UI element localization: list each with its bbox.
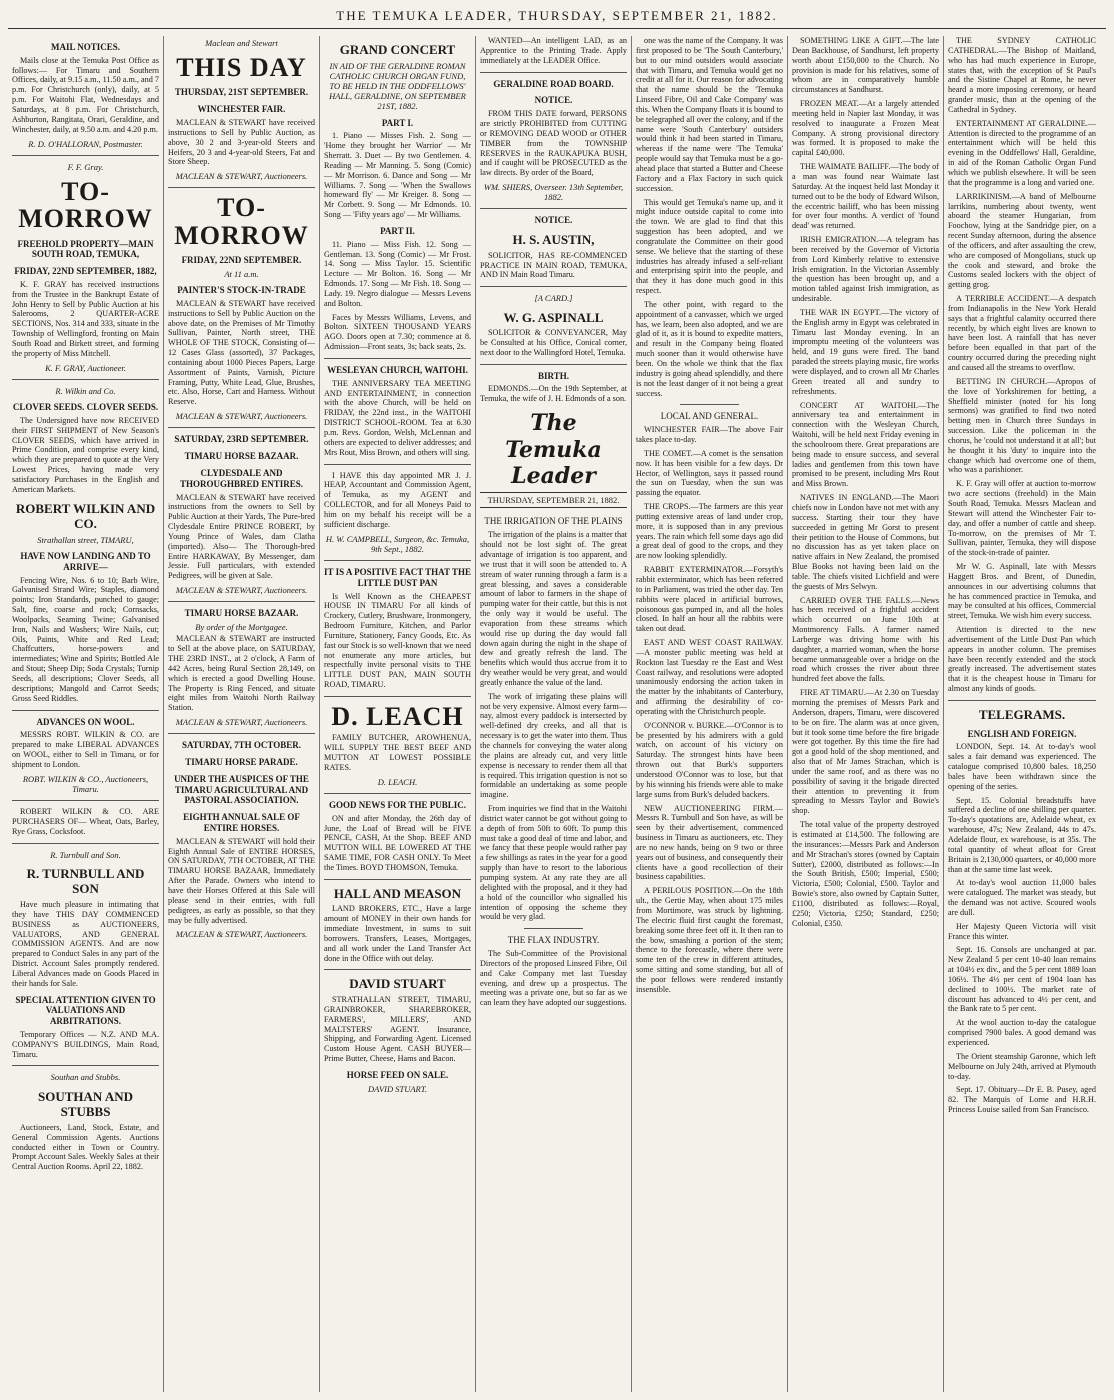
aspinall-body: SOLICITOR & CONVEYANCER, May be Consulted at his Office, Conical corner, next door to the Wallingford Hotel, Temuka. <box>480 328 627 357</box>
concert-part1: PART I. <box>381 117 414 128</box>
column-5 <box>632 36 788 1392</box>
local-p20: ENTERTAINMENT AT GERALDINE.—Attention is directed to the programme of an entertainment which will be held this evening in the Oddfellows' Hall, Geraldine, in aid of the Roman Catholic Organ Fund which we publish elsewhere. It will be seen that the programme is a long and varied one. <box>948 118 1096 187</box>
eighth-sale-line: EIGHTH ANNUAL SALE OF ENTIRE HORSES. <box>183 812 300 833</box>
this-day-headline: THIS DAY <box>176 53 307 83</box>
column-4 <box>476 36 632 1392</box>
local-p10: FROZEN MEAT.—At a largely attended meeting held in Napier last Monday, it was resolved to inaugurate a Frozen Meat Company. A strong provisional directory was formed. It is proposed to make the capital £40,000. <box>792 99 939 158</box>
divider <box>480 72 627 73</box>
divider <box>12 710 159 711</box>
gray-date: FRIDAY, 22ND SEPTEMBER, 1882, <box>14 266 157 277</box>
local-p5: EAST AND WEST COAST RAILWAY.—A monster public meeting was held at Rockton last Tuesday re the East and West Coast railway, and resolutions were adopted unanimously endorsing the action taken in the matter by the inhabitants of Canterbury, and affirming the desirability of co-operating with the Christchurch people. <box>636 638 783 716</box>
irrigation-p2: The work of irrigating these plains will not be very expensive. Almost every farm—nay, almost every paddock is intersected by well-defined dry creeks, and all that is necessary is to get the water into them. Thus the channels for conveying the water along the plains are already cut, and very little expense is necessary to render them all that is required. This irrigation question is not so formidable an undertaking as some people imagine. <box>480 691 627 800</box>
local-p3: THE CROPS.—The farmers are this year putting extensive areas of land under crop, more, it is supposed than in any previous years. The rain which fell some days ago did a great deal of good to the crops, and they are now looking splendidly. <box>636 502 783 561</box>
divider <box>948 700 1096 701</box>
public-body: ON and after Monday, the 26th day of June, the Loaf of Bread will be FIVE PENCE, CASH, At the Shop. BEEF AND MUTTON WILL BE LOWERED AT THE SAME TIME, FOR CASH ONLY. To Meet the Times. BOYD THOMSON, Temuka. <box>324 813 471 872</box>
gray-subhead: FREEHOLD PROPERTY—MAIN SOUTH ROAD, TEMUKA, <box>17 238 154 260</box>
turnbull-offices: Temporary Offices — N.Z. AND M.A. COMPANY'S BUILDINGS, Main Road, Timaru. <box>12 1029 159 1059</box>
concert-fares: Faces by Messrs Williams, Levens, and Bolton. SIXTEEN THOUSAND YEARS AGO. Doors open at 7.30; commence at 8. Admission—Front seats, 3s; back seats, 2s. <box>324 312 471 352</box>
ms5-sign: MACLEAN & STEWART, Auctioneers. <box>175 929 308 940</box>
paper-title-block <box>480 410 627 508</box>
local-p17: FIRE AT TIMARU.—At 2.30 on Tuesday morning the premises of Messrs Park and Anderson, drapers, Timaru, were discovered to be on fire. The alarm was at once given, but it took some time before the fire brigade were got together. By this time the fire had got a good hold of the shop mentioned, and also that of Mr James Strachan, which is under the same roof, and as there was no possibility of saving it the brigade directed their attention to preventing it from spreading to Messrs Taylor and Bowie's shop. <box>792 688 939 816</box>
tele-p6: At the wool auction to-day the catalogue comprised 7900 bales. A good demand was experienced. <box>948 1018 1096 1048</box>
winchester-fair: WINCHESTER FAIR. <box>197 104 286 115</box>
wool-headline: ADVANCES ON WOOL. <box>36 716 135 727</box>
board-head: GERALDINE ROAD BOARD. <box>493 78 614 89</box>
ms5-body: MACLEAN & STEWART will hold their Eighth Annual Sale of ENTIRE HORSES, ON SATURDAY, 7TH OCTOBER, AT THE TIMARU HORSE BAZAAR, Immediately After the Parade. Owners who intend to have their Horses Offered at this Sale will please send in their entries, with full pedigrees, as early as possible, so that they may be fully advertised. <box>168 836 315 925</box>
october-head: SATURDAY, 7TH OCTOBER. <box>181 740 302 751</box>
wilkin-name: ROBERT WILKIN AND CO. <box>15 500 156 532</box>
divider <box>480 208 627 209</box>
wanted-ad: WANTED—An intelligent LAD, as an Apprentice to the Printing Trade. Apply immediately at the LEADER Office. <box>480 36 627 65</box>
local-p22: A TERRIBLE ACCIDENT.—A despatch from Indianapolis in the New York Herald says that a frightful calamity occurred there recently, by which eight lives are known to have been lost. A rainfall that has never before been equalled in that part of the country occurred during the preceding night and caused all the streams to overflow. <box>948 294 1096 372</box>
wilkin-list: Fencing Wire, Nos. 6 to 10; Barb Wire, Galvanised Strand Wire; Staples, diamond points; Iron Standards, punched to gauge; Salt, fine, coarse and rock; Cornsacks, Woolpacks, Seaming Twine; Galvanised Iron, Nails and Washers; Wire Nails, cut; Oils, Paints, White and Red Lead; Chaffcutters, horse-powers and intermediates; Wine and Spirits; Bottled Ale and Stout; Sheep Dip; Soda Crystals; Turnip Seeds, all descriptions; Clover Seeds, all descriptions; Mangold and Carrot Seeds; Gross Seed Riddles. <box>12 575 159 703</box>
saturday-head: SATURDAY, 23RD SEPTEMBER. <box>174 434 309 445</box>
campbell-sign: H. W. CAMPBELL, Surgeon, &c. Temuka, 9th Sept., 1882. <box>325 533 470 554</box>
local-p4: RABBIT EXTERMINATOR.—Forsyth's rabbit exterminator, which has been referred to in Parliament, was tried the other day. Ten rabbits were placed in artificial burrows, poisonous gas pumped in, and all the holes closed. In half an hour all the rabbits were taken out dead. <box>636 565 783 634</box>
company-p3: The other point, with regard to the appointment of a canvasser, which we urged has, we learn, been also adopted, and we are glad of it, as it is bound to expedite matters, and result in the Company being floated much sooner than it would otherwise have been. On the whole we think that the flax industry is going ahead splendidly, and there is not the least danger of it not being a great success. <box>636 299 783 398</box>
dustpan-head: IT IS A POSITIVE FACT THAT THE LITTLE DUST PAN <box>324 566 471 588</box>
tele-p1: LONDON, Sept. 14. At to-day's wool sales a fair demand was experienced. The catalogue comprised 10,800 bales. 18,250 bales have been withdrawn since the opening of the series. <box>948 742 1096 791</box>
southan-body: Auctioneers, Land, Stock, Estate, and General Commission Agents. Auctions conducted either in Town or Country. Prompt Account Sales. Weekly Sales at their Central Auction Rooms. April 22, 1882. <box>12 1122 159 1172</box>
running-head: THE TEMUKA LEADER, THURSDAY, SEPTEMBER 21, 1882. <box>336 8 778 23</box>
telegrams-head: TELEGRAMS. <box>978 707 1066 722</box>
mortgagee-line: By order of the Mortgagee. <box>195 622 288 633</box>
tele-p2: Sept. 15. Colonial breadstuffs have suffered a decline of one shilling per quarter. To-day's quotations are, Adelaide wheat, ex warehouse, 47s; New Zealand, 44s to 47s. Adelaide flour, ex warehouse, is at 35s. The total quantity of wheat afloat for Great Britain is 2,130,000 quarters, or 40,000 more than at the same time last week. <box>948 795 1096 874</box>
tele-p7: The Orient steamship Garonne, which left Melbourne on July 24th, arrived at Plymouth to-day. <box>948 1051 1096 1081</box>
bazaar-head: TIMARU HORSE BAZAAR. <box>184 451 299 462</box>
divider <box>168 601 315 602</box>
local-p23: BETTING IN CHURCH.—Apropos of the love of Yorkshiremen for betting, a Sheffield minister (noted for his long sermons) was gratified to find two noted betting men in Church three Sundays in succession. Like the policeman in the chorus, he 'could not understand it at all'; but he thought it his 'duty' to inquire into the change which had overcome one of them, who was a parishioner. <box>948 376 1096 475</box>
local-head: LOCAL AND GENERAL. <box>660 411 759 422</box>
flax-head: THE FLAX INDUSTRY. <box>507 935 600 946</box>
column-6 <box>788 36 944 1392</box>
campbell-body: I HAVE this day appointed MR J. J. HEAP, Accountant and Commission Agent, of Temuka, as my AGENT and COLLECTOR, and for all Moneys Paid to him on my behalf his receipt will be a sufficient discharge. <box>324 470 471 529</box>
southan-headline: SOUTHAN AND STUBBS <box>38 1088 133 1120</box>
divider <box>324 464 471 465</box>
clydesdale-head: CLYDESDALE AND THOROUGHBRED ENTIRES. <box>179 467 304 489</box>
ms1-body: MACLEAN & STEWART have received instructions to Sell by Public Auction, as above, 30 2 and 3-year-old Steers and Heifers, 20 3 and 4-year-old Steers, Fat and Store Sheep. <box>168 118 315 167</box>
mail-notices-sign: R. D. O'HALLORAN, Postmaster. <box>28 138 143 149</box>
company-p2: This would get Temuka's name up, and it might induce outside capital to come into the town. We are glad to find that this suggestion has been adopted, and we congratulate the Committee on their good sense. We believe that the starting of these industries has already infused a self-reliant and enterprising spirit into the people, and that they it has done much good in this respect. <box>636 197 783 296</box>
wilkin-headline: CLOVER SEEDS. CLOVER SEEDS. <box>12 402 159 413</box>
divider <box>324 696 471 697</box>
paper-name: The Temuka Leader <box>505 410 602 489</box>
divider <box>12 155 159 156</box>
divider <box>12 800 159 801</box>
divider <box>524 928 583 929</box>
leach-sign: D. LEACH. <box>377 776 418 787</box>
aspinall-headline: W. G. ASPINALL <box>503 309 604 325</box>
tomorrow-time: At 11 a.m. <box>224 268 259 279</box>
tele-p8: Sept. 17. Obituary—Dr E. B. Pusey, aged 82. The Marquis of Lorne and H.R.H. Princess Louise sailed from San Francisco. <box>948 1085 1096 1115</box>
stuart-headline: DAVID STUART <box>349 976 446 992</box>
head-rule <box>8 28 1106 29</box>
ms3-body: MACLEAN & STEWART have received instructions from the owners to Sell by Public Auction at their Yards, The Pure-bred Clydesdale Entire PRINCE ROBERT, by Young Prince of Wales, dam Clatha (imported). Also— The Thorough-bred Entire HARKAWAY, By Messenger, dam Jessie. Full particulars, with extended Pedigrees, will be given at Sale. <box>168 492 315 581</box>
stuart-body: STRATHALLAN STREET, TIMARU, GRAINBROKER, SHAREBROKER, FARMERS', MILLERS', AND MALTSTERS' AGENT. Insurance, Shipping, and Forwarding Agent. Licensed Custom House Agent. CASH BUYER—Prime Butter, Cheese, Hams and Bacon. <box>324 994 471 1064</box>
paper-date: THURSDAY, SEPTEMBER 21, 1882. <box>480 492 627 508</box>
divider <box>168 733 315 734</box>
local-p9: SOMETHING LIKE A GIFT.—The late Dean Backhouse, of Sandhurst, left property worth about £150,000 to the Church. No provision is made for his relatives, some of whom are in comparatively humble circumstances at Sandhurst. <box>792 36 939 95</box>
local-p12: IRISH EMIGRATION.—A telegram has been received by the Governor of Victoria from Lord Kimberly relative to extensive Irish emigration. In the Victorian Assembly the question has been brought up, and a motion tabled against Irish immigration, as undesirable. <box>792 235 939 304</box>
column-3 <box>320 36 476 1392</box>
public-head: GOOD NEWS FOR THE PUBLIC. <box>328 799 467 810</box>
divider <box>324 879 471 880</box>
mail-notices-body: Mails close at the Temuka Post Office as follows:— For Timaru and Southern Offices, daily, at 9.15 a.m., 11.50 a.m., and 7 p.m. For Christchurch (only), daily, at 5 p.m. For Waitohi Flat, Wednesdays and Saturdays, at 8 p.m. For Christchurch, Ashburton, Rangitata, Orari, Geraldine, and Winchester, daily, at 9.50 a.m. and 4.20 p.m. <box>12 55 159 134</box>
austin-headline: H. S. AUSTIN, <box>512 232 595 248</box>
birth-body: EDMONDS.—On the 19th September, at Temuka, the wife of J. H. Edmonds of a son. <box>480 384 627 404</box>
local-p11: THE WAIMATE BAILIFF.—The body of a man was found near Waimate last Saturday. At the inquest held last Monday it turned out to be the body of Edward Wilson, the eccentric bailiff, who has been missing for over four months. A verdict of 'found dead' was returned. <box>792 162 939 231</box>
gray-headline: TO-MORROW <box>18 176 153 234</box>
turnbull-body: Have much pleasure in intimating that they have THIS DAY COMMENCED BUSINESS as AUCTIONEERS, VALUATORS, AND GENERAL COMMISSION AGENTS. And are now prepared to Conduct Sales in any part of the District. Account Sales promptly rendered. Liberal Advances made on Goods Placed in their hands for Sale. <box>12 899 159 988</box>
gray-body: K. F. GRAY has received instructions from the Trustee in the Bankrupt Estate of John Henry to Sell by Public Auction at his Salerooms, 2 QUARTER-ACRE SECTIONS, Nos. 314 and 333, situate in the Township of Wellingford, fronting on Main South Road and Birkett street, and forming the property of Miss Mitchell. <box>12 279 159 358</box>
wesleyan-head: WESLEYAN CHURCH, WAITOHI. <box>327 365 468 375</box>
divider <box>168 187 315 188</box>
wilkin-body: The Undersigned have now RECEIVED their FIRST SHIPMENT of New Season's CLOVER SEEDS, which have arrived in Prime Condition, and comprise every kind, which they are prepared to quote at the Very Lowest Prices, having made very satisfactory Purchases in the English and American Markets. <box>12 415 159 494</box>
local-p15: NATIVES IN ENGLAND.—The Maori chiefs now in London have not met with any success. Starting their tour they have succeeded in getting Mr Gorst to present their petition to the House of Commons, but no discussion has as yet taken place on native affairs in New Zealand, the promised Blue Books not having been laid on the table. The chiefs visited Lichfield and were the guests of Mrs Selwyn. <box>792 493 939 591</box>
leach-headline: D. LEACH <box>331 702 464 732</box>
local-p25: Mr W. G. Aspinall, late with Messrs Haggett Bros. and Brent, of Dunedin, announces in our advertising columns that he has commenced practice in Temuka, and may be consulted at his offices, Commercial street, Temuka. We wish him every success. <box>948 562 1096 621</box>
painter-headline: PAINTER'S STOCK-IN-TRADE <box>177 285 306 296</box>
local-p7: NEW AUCTIONEERING FIRM.—Messrs R. Turnbull and Son have, as will be seen by their advertisement, commenced business in Timaru as auctioneers, etc. They are no new hands, being on 9 two or three years out of business, and consequently their clients have a good recollection of their business capabilities. <box>636 803 783 882</box>
hall-headline: HALL AND MEASON <box>333 885 462 901</box>
ms-attribution: Maclean and Stewart <box>205 38 278 48</box>
flax-p1: The Sub-Committee of the Provisional Directors of the proposed Linseed Fibre, Oil and Cake Company met last Tuesday evening, and drew up a prospectus. The meeting was a private one, but so far as we can learn they have adopted our suggestions. <box>480 948 627 1008</box>
local-p6: O'CONNOR v. BURKE.—O'Connor is to be presented by his admirers with a gold watch, on account of his victory on Saturday. The strongest hints have been thrown out that Burk's supporters understood O'Connor was to lose, but that by his winning his friends were able to make large sums from Burk's deluded backers. <box>636 720 783 799</box>
wool-sign: ROBT. WILKIN & CO., Auctioneers, Timaru. <box>22 773 149 794</box>
hall-body: LAND BROKERS, ETC., Have a large amount of MONEY in their own hands for immediate Investment, in sums to suit borrowers. Transfers, Leases, Mortgages, and all work under the Land Transfer Act done in the Office with out delay. <box>324 904 471 963</box>
board-notice: NOTICE. <box>534 95 573 106</box>
turnbull-special: SPECIAL ATTENTION GIVEN TO VALUATIONS AND ARBITRATIONS. <box>15 994 156 1027</box>
wool-body: MESSRS ROBT. WILKIN & CO. are prepared to make LIBERAL ADVANCES on WOOL, either to Sell in Timaru, or for shipment to London. <box>12 730 159 769</box>
irrigation-p3: From inquiries we find that in the Waitohi district water cannot be got without going to a depth of from 50ft to 60ft. To pump this must take a good deal of time and labor, and we fancy that these people would rather pay a few shillings as rates in the year for a good supply than have to resort to the laborious pumping system. At any rate they are all delighted with the proposal, and it they had a hold of the councillor who signalled his intention of opposing the scheme they would be very glad. <box>480 804 627 922</box>
board-body: FROM THIS DATE forward, PERSONS are strictly PROHIBITED from CUTTING or REMOVING DEAD WOOD or OTHER TIMBER from the TOWNSHIP RESERVES in the RAUKAPUKA BUSH, and if caught will be PROSECUTED as the law directs. By order of the Board, <box>480 109 627 178</box>
tele-p3: At to-day's wool auction 11,000 bales were catalogued. The market was steady, but the demand was not active. Scoured wools are dull. <box>948 878 1096 917</box>
concert-aid: IN AID OF THE GERALDINE ROMAN CATHOLIC CHURCH ORGAN FUND, TO BE HELD IN THE ODDFELLOWS' HALL, GERALDINE, ON SEPTEMBER 21ST, 1882. <box>329 60 466 112</box>
local-p1: WINCHESTER FAIR—The above Fair takes place to-day. <box>636 425 783 445</box>
local-p2: THE COMET.—A comet is the sensation now. It has been visible for a few days. Dr Hector, of Wellington, says it passed round the sun on Tuesday, when the sun was passing the equator. <box>636 448 783 498</box>
column-1 <box>8 36 164 1392</box>
birth-head: BIRTH. <box>538 370 569 381</box>
ms2-sign: MACLEAN & STEWART, Auctioneers. <box>175 411 308 422</box>
this-day-date: THURSDAY, 21ST SEPTEMBER. <box>174 87 309 98</box>
wilkin-attribution: R. Wilkin and Co. <box>55 385 116 396</box>
local-p19: THE SYDNEY CATHOLIC CATHEDRAL.—The Bishop of Maitland, who has had much experience in Europe, states that, with the exception of St Paul's and the Sistine Chapel at Rome, he never heard a more imposing ceremony, or heard grander music, than at the opening of the Cathedral in Sydney. <box>948 36 1096 114</box>
dustpan-body: Is Well Known as the CHEAPEST HOUSE IN TIMARU For all kinds of Crockery, Cutlery, Brushware, Ironmongery, Bedroom Furniture, Kitchen, and Parlor Furniture, Stationery, Fancy Goods, Etc. As fast our Stock is so well-known that we need not enumerate any more articles, but respectfully invite personal visits to THE LITTLE DUST PAN, MAIN SOUTH ROAD, TIMARU. <box>324 591 471 690</box>
gray-sign: K. F. GRAY, Auctioneer. <box>45 362 126 373</box>
irrigation-p1: The irrigation of the plains is a matter that should not be lost sight of. The great advantage of irrigation is too apparent, and we trust that it will soon be attended to. A stream of water running through a farm is a great blessing, and saves a considerable amount of labor to farmers in the shape of pumping water for their cattle, but this is not the only way it would be useful. The evaporation from these streams which would rise up during the day would fall down again during the night in the shape of dew and greatly refresh the land. The benefits which would thus accrue from it to dry weather would be very great, and would greatly enhance the value of the land. <box>480 530 627 687</box>
divider <box>324 358 471 359</box>
ms4-body: MACLEAN & STEWART are instructed to Sell at the above place, on SATURDAY, THE 23RD INST., at 2 o'clock, A Farm of 442 Acres, being Rural Section 28,149, on which is erected a good Dwelling House. The Property is Ring Fenced, and situate eight miles from Waitohi North Railway Station. <box>168 634 315 713</box>
parade-head: TIMARU HORSE PARADE. <box>185 757 298 768</box>
divider <box>168 427 315 428</box>
wilkin-purchasers: ROBERT WILKIN & CO. ARE PURCHASERS OF— Wheat, Oats, Barley, Rye Grass, Cocksfoot. <box>12 807 159 836</box>
divider <box>12 843 159 844</box>
tomorrow-date: FRIDAY, 22ND SEPTEMBER. <box>181 255 302 266</box>
local-p16: CARRIED OVER THE FALLS.—News has been received of a frightful accident which occurred on June 10th at Montmorency Falls. A farmer named Larberge was driving home with his daughter, a married woman, when the horse became unmanageable over a bridge on the road which crosses the river about three hundred feet above the falls. <box>792 595 939 684</box>
concert-title: GRAND CONCERT <box>339 42 456 57</box>
local-p18: The total value of the property destroyed is estimated at £14,500. The following are the insurances:—Messrs Park and Anderson and Mr Strachan's stores (owned by Captain Sutter), £2000, distributed as follows:—In the South British, £500; Imperial, £500; Victoria, £500; Colonial, £500. Taylor and Bowie's store, also owned by Captain Sutter, £1100, distributed as follows:—Royal, £250; Victoria, £250; Standard, £250; Colonial, £350. <box>792 820 939 928</box>
stuart-feed: HORSE FEED ON SALE. <box>346 1069 449 1080</box>
divider <box>480 286 627 287</box>
local-p13: THE WAR IN EGYPT.—The victory of the English army in Egypt was celebrated in Timaru last Monday evening. In an impromptu meeting of the volunteers was held, and 19 guns were fired. The band paraded the streets playing music, fire works were displayed, and to crown all Mr Charles Green treated all and sundry to refreshments. <box>792 307 939 396</box>
ms4-sign: MACLEAN & STEWART, Auctioneers. <box>175 717 308 728</box>
local-p8: A PERILOUS POSITION.—On the 18th ult., the Gertie May, when about 175 miles from Mortimore, was struck by lightning. The electric fluid first caught the foremast, breaking some three feet off it. It then ran to the bow, smashing a portion of the stem; thence to the forecastle, where there were some ten of the crew in different attitudes, some sitting and some standing, but all of the poor fellows were rendered instantly insensible. <box>636 886 783 994</box>
turnbull-headline: R. TURNBULL AND SON <box>26 865 145 897</box>
ms1-sign: MACLEAN & STEWART, Auctioneers. <box>175 171 308 182</box>
tomorrow-headline: TO-MORROW <box>174 193 309 250</box>
divider <box>324 793 471 794</box>
ms2-body: MACLEAN & STEWART have received instructions to Sell by Public Auction on the above date, on the Premises of Mr Timothy Sullivan, Painter, North street, THE WHOLE OF THE STOCK, Consisting of— 12 Cases Glass (assorted), 37 Packages, containing about 1000 Pieces Papers, Large Assortment of Paints, Varnish, Picture Framing, Putty, White Lead, Glue, Brushes, etc. Also, Horse, Cart and Harness. Without Reserve. <box>168 298 315 407</box>
bazaar2-head: TIMARU HORSE BAZAAR. <box>184 608 299 619</box>
divider <box>12 1065 159 1066</box>
stuart-sign: DAVID STUART. <box>368 1083 427 1094</box>
concert-part1-items: 1. Piano — Misses Fish. 2. Song — 'Home they brought her Warrior' — Mr Sherratt. 3. Duet — By two Gentlemen. 4. Reading — Mr Manning. 5. Song (Comic) — Mr Morrison. 6. Dance and Song — Mr Williams. 7. Song — 'When the Swallows homeward fly' — Mr Kreiger. 8. Song — Mr Corbett. 9. Song — Mr Edmonds. 10. Song — 'Fifty years ago' — Mr Williams. <box>324 131 471 220</box>
divider <box>680 404 739 405</box>
local-p26: Attention is directed to the new advertisement of the Little Dust Pan which appears in another column. The premises have been recently extended and the stock greatly increased. The advertisement states that it is the cheapest house in Timaru for almost any kinds of goods. <box>948 625 1096 694</box>
wilkin-street: Strathallan street, TIMARU, <box>37 534 134 545</box>
local-p14: CONCERT AT WAITOHI.—The anniversary tea and entertainment in connection with the Wesleyan Church, Waitohi, will be held next Friday evening in the schoolroom there. Great preparations are being made to ensure success, and several ladies and gentlemen from this town have promised to be present, including Mrs Rout and Miss Brown. <box>792 400 939 489</box>
divider <box>12 379 159 380</box>
company-p1: one was the name of the Company. It was first proposed to be 'The South Canterbury,' but to our mind outsiders would associate that with Timaru, and Temuka would get no credit at all for it. Our reason for advocating that the name should be the 'Temuka Linseed Fibre, Oil and Cake Company' was this. When the Company floats it is bound to be telegraphed all over the colony, and if the name were 'South Canterbury' outsiders would think it had been started in Timaru, whereas if the name were 'The Temuka' people would say that Temuka must be a go-ahead place that started a Butter and Cheese Factory and a Flax Factory in such quick succession. <box>636 36 783 193</box>
concert-part2: PART II. <box>380 225 415 236</box>
mail-notices-title: MAIL NOTICES. <box>50 42 121 52</box>
wesleyan-body: THE ANNIVERSARY TEA MEETING AND ENTERTAINMENT, in connection with the above Church, will be held on FRIDAY, the 22nd inst., in the WAITOHI DISTRICT SCHOOL-ROOM. Tea at 6.30 p.m. Revs. Gordon, Welsh, McLennan and others are expected to deliver addresses; and Mrs Rout, Miss Brown, and others will sing. <box>324 378 471 457</box>
tele-p4: Her Majesty Queen Victoria will visit France this winter. <box>948 921 1096 941</box>
tele-p5: Sept. 16. Consols are unchanged at par. New Zealand 5 per cent 10-40 loan remains at 104½ ex div., and the 5 per cent 1889 loan 106½. The 4½ per cent of 1904 loan has declined to 100½. The market rate of discount has advanced to 4½ per cent, and the Bank rate to 5 per cent. <box>948 945 1096 1014</box>
turnbull-attribution: R. Turnbull and Son. <box>50 849 121 860</box>
card-label: [A CARD.] <box>534 293 573 304</box>
columns <box>8 36 1106 1392</box>
column-2 <box>164 36 320 1392</box>
board-sign: WM. SHIERS, Overseer. 13th September, 1882. <box>483 182 624 203</box>
gray-attribution: F. F. Gray. <box>67 161 104 172</box>
wilkin-arrive: HAVE NOW LANDING AND TO ARRIVE— <box>20 550 151 572</box>
divider <box>324 560 471 561</box>
austin-notice: NOTICE. <box>534 215 573 226</box>
leach-body: FAMILY BUTCHER, AROWHENUA, WILL SUPPLY THE BEST BEEF AND MUTTON AT LOWEST POSSIBLE RATES. <box>324 733 471 772</box>
local-p24: K. F. Gray will offer at auction to-morrow two acre sections (freehold) in the Main South Road, Temuka. Messrs Maclean and Stewart will attend the Winchester Fair to-day, and offer a number of cattle and sheep. To-morrow, on the premises of Mr T. Sullivan, painter, Temuka, they will dispose of the stock-in-trade of painter. <box>948 479 1096 558</box>
auspices-line: UNDER THE AUSPICES OF THE TIMARU AGRICULTURAL AND PASTORAL ASSOCIATION. <box>174 773 309 806</box>
concert-part2-items: 11. Piano — Miss Fish. 12. Song — Gentleman. 13. Song (Comic) — Mr Frost. 14. Song — Miss Taylor. 15. Scientific Lecture — Mr Bolton. 16. Song — Mr Edmonds. 17. Song — Mr Fish. 18. Song — Lady. 19. Negro dialogue — Messrs Levens and Bolton. <box>324 239 471 308</box>
divider <box>480 364 627 365</box>
english-foreign-head: ENGLISH AND FOREIGN. <box>967 728 1077 739</box>
column-7 <box>944 36 1100 1392</box>
divider <box>324 969 471 970</box>
ms3-sign: MACLEAN & STEWART, Auctioneers. <box>175 585 308 596</box>
irrigation-head: THE IRRIGATION OF THE PLAINS <box>484 516 623 527</box>
local-p21: LARRIKINISM.—A band of Melbourne larrikins, numbering about twenty, went aboard the steamer Hungarian, from Foochow, lying at the Sandridge pier, on a recent Sunday afternoon, during the absence of the officers, and after assaulting the crew, who are composed of Mongolians, stuck up the cook and steward, and broke the Customs sealed lockers with the object of getting grog. <box>948 191 1096 290</box>
southan-attribution: Southan and Stubbs. <box>50 1072 121 1083</box>
austin-body: SOLICITOR, HAS RE-COMMENCED PRACTICE IN MAIN ROAD, TEMUKA, AND IN Main Road Timaru. <box>480 250 627 280</box>
